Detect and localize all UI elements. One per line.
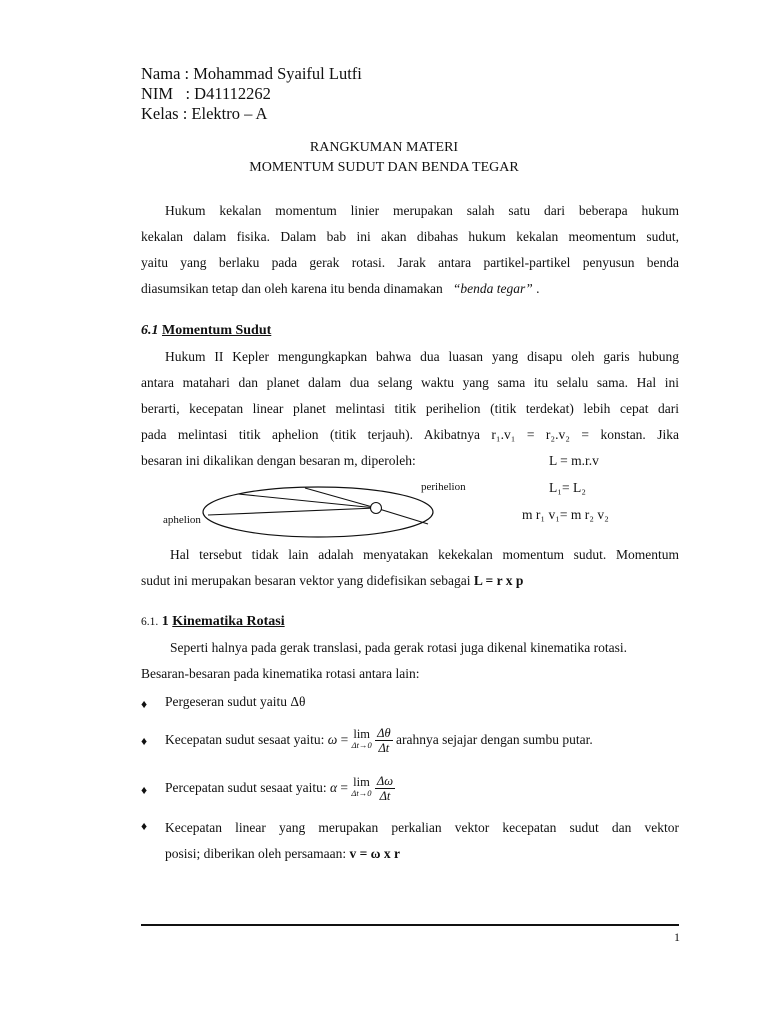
sun-icon bbox=[371, 503, 382, 514]
doc-title-line2: MOMENTUM SUDUT DAN BENDA TEGAR bbox=[249, 160, 519, 175]
equation-L: L = m.r.v bbox=[549, 453, 599, 468]
equation-mrv: m r₁ v₁= m r₂ v₂ bbox=[522, 507, 609, 522]
lim-text: lim bbox=[353, 727, 371, 741]
kinematika-line-2: Besaran-besaran pada kinematika rotasi antara lain: bbox=[141, 666, 420, 681]
subsection-number: 6.1. bbox=[141, 616, 159, 628]
aphelion-label: aphelion bbox=[163, 514, 201, 526]
intro-line-1: Hukum kekalan momentum linier merupakan salah satu dari beberapa hukum bbox=[165, 203, 679, 218]
fraction-numerator: Δω bbox=[376, 773, 394, 788]
lim-subscript: Δt→0 bbox=[351, 788, 372, 798]
bullet-icon: ♦ bbox=[141, 819, 148, 833]
intro-line-3: yaitu yang berlaku pada gerak rotasi. Jarak antara partikel-partikel penyusun benda bbox=[141, 255, 679, 270]
intro-line-2: kekalan dalam fisika. Dalam bab ini akan dibahas hukum kekalan meomentum sudut, bbox=[141, 229, 679, 244]
bullet-linear-velocity bbox=[165, 815, 679, 867]
orbit-radius-line-1 bbox=[238, 494, 376, 508]
subsection-title: Kinematika Rotasi bbox=[172, 614, 285, 629]
section-title: Momentum Sudut bbox=[162, 323, 272, 338]
linear-velocity-equation: v = ω x r bbox=[349, 846, 401, 861]
footer-rule bbox=[141, 924, 679, 926]
omega-symbol: ω bbox=[327, 732, 338, 747]
angular-acceleration-text: Percepatan sudut sesaat yaitu: bbox=[165, 780, 327, 795]
perihelion-label: perihelion bbox=[421, 481, 466, 493]
kinematika-line-1: Seperti halnya pada gerak translasi, pada gerak rotasi juga dikenal kinematika rotasi. bbox=[170, 640, 627, 655]
momentum-line-3: berarti, kecepatan linear planet melintasi titik perihelion (titik terdekat) lebih cepat dari bbox=[141, 401, 679, 416]
momentum-paragraph-2 bbox=[141, 542, 679, 594]
momentum-p2-line-2 bbox=[141, 568, 679, 594]
angular-velocity-text: Kecepatan sudut sesaat yaitu: bbox=[165, 732, 325, 747]
section-number: 6.1 bbox=[141, 323, 159, 338]
orbit-radius-line-3 bbox=[208, 508, 376, 515]
momentum-line-4: pada melintasi titik aphelion (titik terjauh). Akibatnya r₁.v₁ = r₂.v₂ = konstan. Jika bbox=[141, 427, 679, 442]
lim-subscript: Δt→0 bbox=[351, 740, 372, 750]
subsection-number-2: 1 bbox=[161, 614, 169, 629]
student-nim: NIM : D41112262 bbox=[141, 84, 271, 103]
alpha-symbol: α bbox=[329, 780, 338, 795]
limit-operator bbox=[351, 777, 371, 799]
student-name: Nama : Mohammad Syaiful Lutfi bbox=[141, 64, 362, 83]
linear-velocity-line-2 bbox=[165, 841, 679, 867]
momentum-p2-text: sudut ini merupakan besaran vektor yang didefisikan sebagai bbox=[141, 573, 471, 588]
angular-velocity-after: arahnya sejajar dengan sumbu putar. bbox=[395, 732, 593, 747]
limit-operator bbox=[352, 729, 372, 751]
momentum-paragraph bbox=[141, 344, 679, 448]
bullet-icon: ♦ bbox=[141, 783, 148, 797]
page-number: 1 bbox=[674, 930, 680, 944]
bullet-angular-displacement: Pergeseran sudut yaitu Δθ bbox=[165, 694, 306, 709]
section-heading-momentum-sudut bbox=[141, 323, 271, 339]
momentum-p2-line-1: Hal tersebut tidak lain adalah menyatakan kekekalan momentum sudut. Momentum bbox=[170, 547, 679, 562]
intro-line-4a: diasumsikan tetap dan oleh karena itu benda dinamakan bbox=[141, 281, 443, 296]
intro-line-4 bbox=[141, 276, 679, 302]
lim-text: lim bbox=[353, 775, 370, 789]
student-class: Kelas : Elektro – A bbox=[141, 104, 268, 123]
bullet-angular-acceleration: Percepatan sudut sesaat yaitu: α = lim Δt→0 $\frac{\Delta\omega}{\Delta t}$ bbox=[165, 773, 394, 803]
linear-velocity-line-1: Kecepatan linear yang merupakan perkalian vektor kecepatan sudut dan vektor bbox=[165, 820, 679, 835]
momentum-line-2: antara matahari dan planet dalam dua selang waktu yang sama itu selalu sama. Hal ini bbox=[141, 375, 679, 390]
fraction-denominator: Δt bbox=[379, 788, 391, 803]
intro-paragraph bbox=[141, 198, 679, 302]
doc-title-line1: RANGKUMAN MATERI bbox=[309, 140, 459, 155]
orbit-ellipse bbox=[203, 487, 433, 537]
bullet-icon: ♦ bbox=[141, 734, 148, 748]
orbit-radius-line-2 bbox=[305, 488, 376, 508]
momentum-line-5: besaran ini dikalikan dengan besaran m, diperoleh: bbox=[141, 453, 416, 468]
fraction-numerator: Δθ bbox=[377, 725, 391, 740]
section-heading-kinematika bbox=[141, 614, 285, 630]
equation-L1-L2: L₁= L₂ bbox=[549, 480, 586, 495]
fraction-denominator: Δt bbox=[378, 740, 390, 755]
intro-line-4c: . bbox=[536, 281, 540, 296]
orbit-radius-line-4 bbox=[376, 508, 428, 524]
angular-acceleration-fraction bbox=[375, 774, 395, 803]
momentum-line-1: Hukum II Kepler mengungkapkan bahwa dua luasan yang disapu oleh garis hubung bbox=[165, 349, 679, 364]
angular-velocity-fraction bbox=[375, 726, 392, 755]
bullet-icon: ♦ bbox=[141, 697, 148, 711]
linear-velocity-text: posisi; diberikan oleh persamaan: bbox=[165, 846, 347, 861]
benda-tegar-term: “benda tegar” bbox=[452, 281, 533, 296]
bullet-angular-velocity: Kecepatan sudut sesaat yaitu: ω = lim Δt→0 $\frac{\Delta\theta}{\Delta t}$ arahnya sejajar dengan sumbu putar. bbox=[165, 725, 593, 755]
angular-momentum-equation: L = r x p bbox=[473, 573, 524, 588]
